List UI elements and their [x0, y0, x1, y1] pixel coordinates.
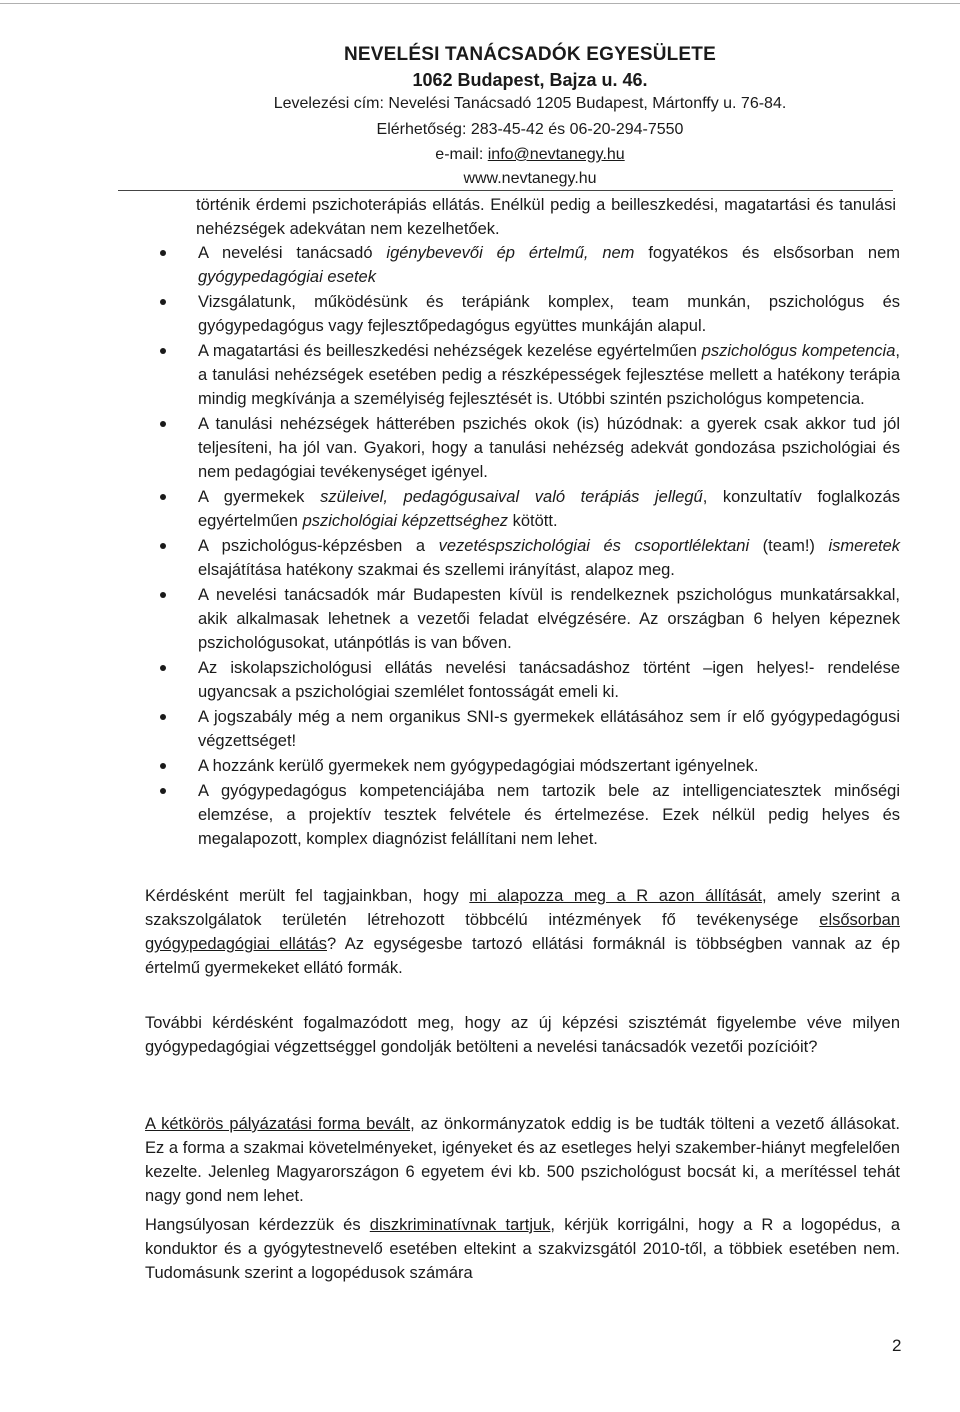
text-run: Vizsgálatunk, működésünk és terápiánk komplex, team munkán, pszichológus és gyógypedagógus vagy fejlesztőpedagógus együttes munkáján alapul. — [198, 293, 900, 335]
bullet-item — [145, 583, 900, 655]
text-run: A pszichológus-képzésben a — [198, 537, 439, 555]
page-number: 2 — [892, 1336, 902, 1355]
bullet-item — [145, 754, 900, 778]
italic-text: gyógypedagógiai esetek — [198, 268, 376, 286]
text-run: A hozzánk kerülő gyermekek nem gyógypedagógiai módszertant igényelnek. — [198, 757, 759, 775]
italic-text: pszichológus kompetencia — [701, 342, 896, 360]
text-run: Az iskolapszichológusi ellátás nevelési tanácsadáshoz történt –igen helyes!- rendelése ugyancsak a pszichológiai szemlélet fontosságát emeli ki. — [198, 659, 900, 701]
underlined-text: mi alapozza meg a R azon állítását — [469, 887, 762, 905]
bullet-list — [145, 241, 900, 852]
text-run: További kérdésként fogalmazódott meg, hogy az új képzési szisztémát figyelembe véve milyen gyógypedagógiai végzettséggel gondolják betölteni a nevelési tanácsadók vezetői pozícióit? — [145, 1014, 900, 1056]
org-name: NEVELÉSI TANÁCSADÓK EGYESÜLETE — [344, 44, 716, 65]
bullet-dot-icon — [160, 421, 166, 427]
continuation-paragraph: történik érdemi pszichoterápiás ellátás. Enélkül pedig a beilleszkedési, magatartási és tanulási nehézségek adekvátan nem kezelhetőek. — [196, 196, 896, 238]
bullet-dot-icon — [160, 763, 166, 769]
italic-text: ismeretek — [828, 537, 901, 555]
text-run: Kérdésként merült fel tagjainkban, hogy — [145, 887, 470, 905]
bullet-dot-icon — [160, 494, 166, 500]
italic-text: vezetéspszichológiai és csoportlélektani — [438, 537, 750, 555]
italic-text: pszichológiai képzettséghez — [302, 512, 509, 530]
text-run: A magatartási és beilleszkedési nehézségek kezelése egyértelműen — [198, 342, 702, 360]
email-line — [150, 146, 910, 164]
text-run: , az önkormányzatok eddig is be tudták tölteni a vezető állásokat. Ez a forma a szakmai követelményeket, igényeket és az esetleges helyi szakember-hiányt megfelelően kezelte. Jelenleg Magyarországon 6 egyetem évi kb. 500 pszichológust bocsát ki, a merítéssel tehát nagy gond nem lehet. — [145, 1115, 900, 1205]
bullet-item — [145, 241, 900, 289]
underlined-text: A kétkörös pályázatási forma bevált — [145, 1115, 411, 1133]
email-label: e-mail: — [435, 146, 488, 163]
text-run: , kérjük korrigálni, hogy a R a logopédus, a konduktor és a gyógytestnevelő esetében eltekint a szakvizsgától 2010-től, a többiek esetében nem. Tudomásunk szerint a logopédusok számára — [145, 1216, 900, 1282]
paragraph-question-2 — [145, 1011, 900, 1059]
paragraph-discrimination — [145, 1213, 900, 1285]
bullet-item — [145, 339, 900, 411]
bullet-dot-icon — [160, 348, 166, 354]
text-run: A gyermekek — [198, 488, 321, 506]
text-run: A jogszabály még a nem organikus SNI-s gyermekek ellátásához sem ír elő gyógypedagógusi végzettséget! — [198, 708, 900, 750]
phone-contact: Elérhetőség: 283-45-42 és 06-20-294-7550 — [376, 121, 684, 138]
bullet-item — [145, 656, 900, 704]
text-run: A nevelési tanácsadók már Budapesten kívül is rendelkeznek pszichológus munkatársakkal, akik alkalmasak lehetnek a vezetői feladat elvégzésére. Az országban 6 helyen képeznek pszichológusokat, utánpótlás is van bőven. — [198, 586, 900, 652]
bullet-dot-icon — [160, 665, 166, 671]
bullet-item — [145, 534, 900, 582]
bullet-dot-icon — [160, 592, 166, 598]
text-run: elsajátítása hatékony szakmai és szellemi irányítást, alapoz meg. — [198, 561, 675, 579]
text-run: (team!) — [749, 537, 829, 555]
text-run: A tanulási nehézségek hátterében pszichés okok (is) húzódnak: a gyerek csak akkor tud jól teljesíteni, ha jól van. Gyakori, hogy a tanulási nehézség adekvát gondozása pszichológiai és nem pedagógiai tevékenységet igényel. — [198, 415, 900, 481]
underlined-text: elsősorban gyógypedagógiai ellátás — [145, 911, 900, 953]
bullet-item — [145, 290, 900, 338]
underlined-text: diszkriminatívnak tartjuk — [369, 1216, 551, 1234]
text-run: , amely szerint a szakszolgálatok területén létrehozott többcélú intézmények fő tevékenysége — [145, 887, 901, 929]
text-run: , konzultatív foglalkozás egyértelműen — [198, 488, 900, 530]
text-run: A nevelési tanácsadó — [198, 244, 387, 262]
paragraph-question-1 — [145, 884, 900, 980]
bullet-dot-icon — [160, 299, 166, 305]
text-run: ? Az egységesbe tartozó ellátási formáknál is többségben vannak az ép értelmű gyermekeket ellátó formák. — [145, 935, 900, 977]
text-run: , a tanulási nehézségek esetében pedig a részképességek fejlesztése mellett a hatékony terápia mindig megkívánja a személyiség fejlesztését is. Utóbbi szintén pszichológus kompetencia. — [198, 342, 900, 408]
header-divider — [118, 190, 893, 191]
bullet-item — [145, 412, 900, 484]
bullet-dot-icon — [160, 714, 166, 720]
paragraph-application-form — [145, 1112, 900, 1208]
org-address: 1062 Budapest, Bajza u. 46. — [412, 70, 648, 90]
mailing-address: Levelezési cím: Nevelési Tanácsadó 1205 Budapest, Mártonffy u. 76-84. — [273, 95, 787, 112]
bullet-item — [145, 779, 900, 851]
italic-text: szüleivel, pedagógusaival való terápiás jellegű — [320, 488, 703, 506]
bullet-item — [145, 485, 900, 533]
bullet-dot-icon — [160, 250, 166, 256]
text-run: A gyógypedagógus kompetenciájába nem tartozik bele az intelligenciatesztek minőségi elemzése, a projektív tesztek felvétele és értelmezése. Ezek nélkül pedig helyes és megalapozott, komplex diagnózist felállítani nem lehet. — [198, 782, 900, 848]
bullet-dot-icon — [160, 788, 166, 794]
text-run: fogyatékos és elsősorban nem — [634, 244, 901, 262]
email-link[interactable]: info@nevtanegy.hu — [487, 146, 625, 163]
website-link[interactable]: www.nevtanegy.hu — [463, 170, 597, 187]
text-run: kötött. — [508, 512, 558, 530]
scan-edge-line — [0, 3, 960, 4]
bullet-dot-icon — [160, 543, 166, 549]
text-run: Hangsúlyosan kérdezzük és — [145, 1216, 370, 1234]
bullet-item — [145, 705, 900, 753]
italic-text: igénybevevői ép értelmű, nem — [386, 244, 635, 262]
